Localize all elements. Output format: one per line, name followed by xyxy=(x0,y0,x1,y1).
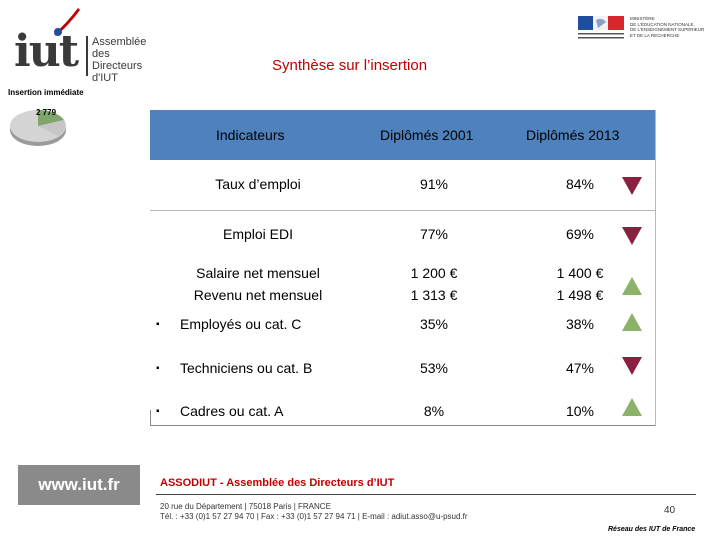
ministry-line-1: MINISTÈRE xyxy=(630,16,655,21)
logo-line-1: Assemblée xyxy=(92,36,147,48)
bullet-icon: ▪ xyxy=(156,319,160,330)
row-label: Cadres ou cat. A xyxy=(180,403,284,419)
row-value-2001-secondary: 1 313 € xyxy=(410,287,458,303)
footer-address-line: 20 rue du Département | 75018 Paris | FRANCE xyxy=(160,502,331,511)
table-border xyxy=(150,425,656,426)
row-label: Employés ou cat. C xyxy=(180,316,302,332)
trend-up-icon xyxy=(622,313,642,331)
row-value-2013: 38% xyxy=(565,316,595,332)
trend-up-icon xyxy=(622,277,642,295)
row-value-2001: 77% xyxy=(419,226,449,242)
header-2013: Diplômés 2013 xyxy=(526,127,620,143)
trend-up-icon xyxy=(622,398,642,416)
bullet-icon: ▪ xyxy=(156,363,160,374)
row-value-2013: 84% xyxy=(565,176,595,192)
row-value-2001: 35% xyxy=(419,316,449,332)
trend-down-icon xyxy=(622,177,642,195)
logo-line-2: des Directeurs xyxy=(92,48,143,72)
row-label-secondary: Revenu net mensuel xyxy=(193,287,323,303)
row-label: Salaire net mensuel xyxy=(196,265,320,281)
row-divider xyxy=(150,210,656,211)
table-border xyxy=(150,410,151,426)
row-value-2013: 10% xyxy=(565,403,595,419)
footer-divider xyxy=(156,494,696,495)
page-title: Synthèse sur l’insertion xyxy=(272,57,428,74)
network-signature: Réseau des IUT de France xyxy=(608,526,696,533)
ministry-line-3: DE L'ENSEIGNEMENT SUPÉRIEUR xyxy=(630,27,705,33)
logo-wordmark: iut xyxy=(14,26,78,77)
row-value-2013-secondary: 1 498 € xyxy=(556,287,604,303)
row-label: Techniciens ou cat. B xyxy=(180,360,313,376)
ministry-logo xyxy=(578,14,718,44)
row-label: Taux d’emploi xyxy=(215,176,301,192)
row-label: Emploi EDI xyxy=(222,226,294,242)
pie-value: 2 779 xyxy=(36,108,57,117)
marianne-icon xyxy=(578,16,624,40)
header-2001: Diplômés 2001 xyxy=(380,127,474,143)
logo-separator xyxy=(86,36,88,76)
insertion-label: Insertion immédiate xyxy=(8,88,84,97)
adiut-logo xyxy=(8,6,158,84)
logo-line-3: d'IUT xyxy=(92,72,118,84)
trend-down-icon xyxy=(622,227,642,245)
ministry-line-4: ET DE LA RECHERCHE xyxy=(630,32,680,38)
row-value-2013: 1 400 € xyxy=(556,265,604,281)
row-value-2013: 69% xyxy=(565,226,595,242)
header-indicateurs: Indicateurs xyxy=(216,127,285,143)
row-value-2013: 47% xyxy=(565,360,595,376)
row-value-2001: 1 200 € xyxy=(410,265,458,281)
bullet-icon: ▪ xyxy=(156,406,160,417)
table-border xyxy=(655,110,656,426)
footer-title: ASSODIUT - Assemblée des Directeurs d’IUT xyxy=(160,477,395,489)
ministry-line-2: DE L'ÉDUCATION NATIONALE, xyxy=(630,21,695,27)
footer-address xyxy=(160,502,468,522)
page-number: 40 xyxy=(664,505,676,516)
row-value-2001: 8% xyxy=(423,403,445,419)
site-link[interactable]: www.iut.fr xyxy=(18,465,140,505)
ministry-text xyxy=(630,16,720,38)
row-value-2001: 53% xyxy=(419,360,449,376)
trend-down-icon xyxy=(622,357,642,375)
logo-text xyxy=(92,36,158,84)
footer-contact-line: Tél. : +33 (0)1 57 27 94 70 | Fax : +33 (0)1 57 27 94 71 | E-mail : adiut.asso@u-psud.fr xyxy=(160,512,468,521)
insertion-table xyxy=(150,110,656,426)
row-value-2001: 91% xyxy=(419,176,449,192)
table-header xyxy=(150,110,656,160)
